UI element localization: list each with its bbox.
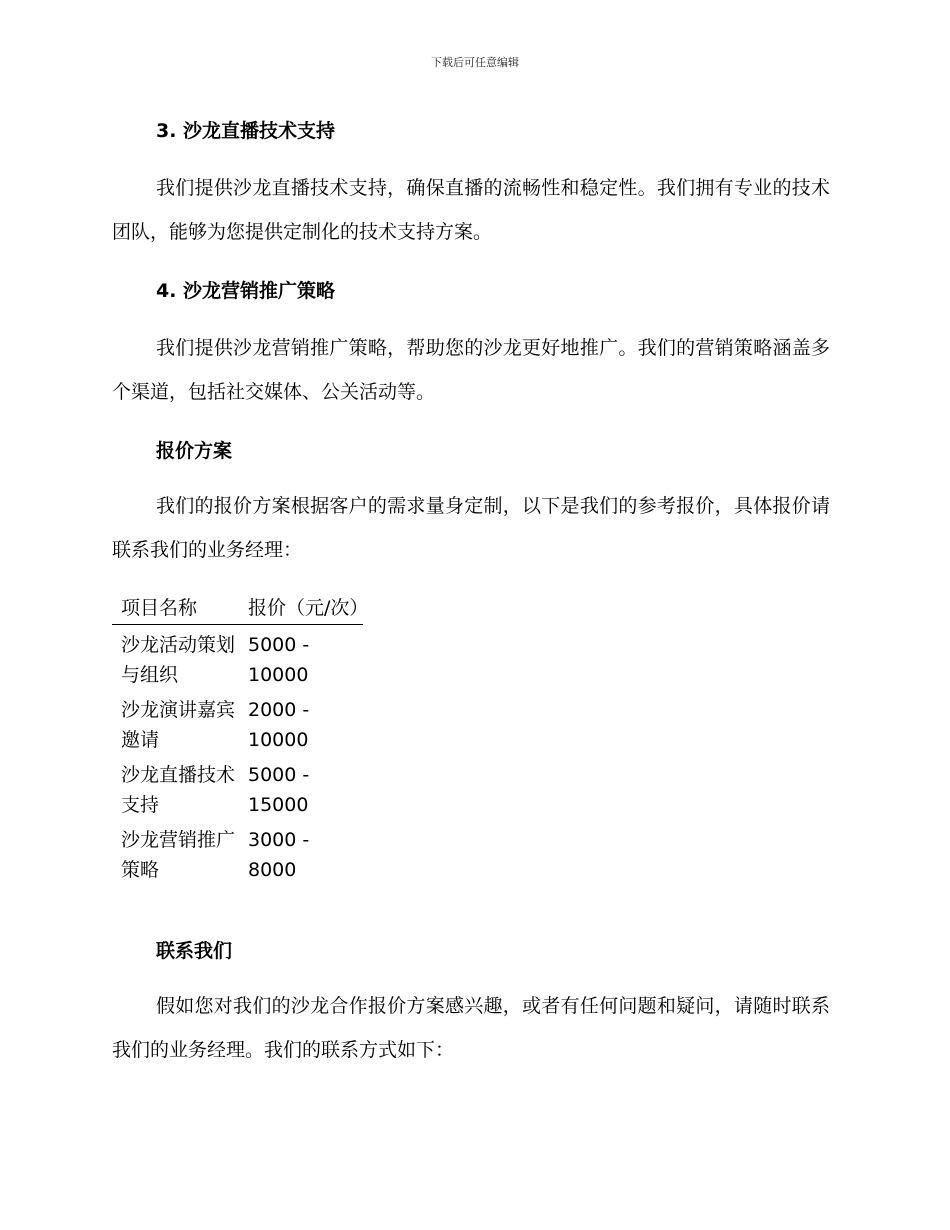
- price-table: [112, 593, 369, 886]
- table-cell-item: 沙龙营销推广策略: [121, 829, 236, 881]
- table-cell-price: 5000 - 15000: [248, 764, 310, 816]
- section-body-pricing: 我们的报价方案根据客户的需求量身定制，以下是我们的参考报价，具体报价请联系我们的业务经理：: [112, 495, 830, 561]
- table-row: [112, 691, 363, 756]
- table-cell-item: 沙龙直播技术支持: [121, 764, 236, 816]
- section-heading-pricing: 报价方案: [156, 440, 233, 462]
- table-cell-price: 3000 - 8000: [248, 829, 310, 881]
- column-header-price: 报价（元/次）: [248, 593, 363, 625]
- page-header: 下载后可任意编辑: [431, 56, 519, 69]
- column-header-item: 项目名称: [112, 593, 248, 625]
- table-cell-item: 沙龙演讲嘉宾邀请: [121, 699, 236, 751]
- section-body-live-support: 我们提供沙龙直播技术支持，确保直播的流畅性和稳定性。我们拥有专业的技术团队，能够为您提供定制化的技术支持方案。: [112, 177, 830, 243]
- table-row: [112, 756, 363, 821]
- table-cell-price: 5000 - 10000: [248, 634, 310, 686]
- table-row: [112, 625, 363, 692]
- section-body-marketing: 我们提供沙龙营销推广策略，帮助您的沙龙更好地推广。我们的营销策略涵盖多个渠道，包括社交媒体、公关活动等。: [112, 337, 830, 403]
- table-cell-item: 沙龙活动策划与组织: [121, 634, 236, 686]
- section-heading-contact: 联系我们: [156, 940, 233, 962]
- table-cell-price: 2000 - 10000: [248, 699, 310, 751]
- section-body-contact: 假如您对我们的沙龙合作报价方案感兴趣，或者有任何问题和疑问，请随时联系我们的业务经理。我们的联系方式如下：: [112, 995, 830, 1061]
- section-heading-marketing: 4. 沙龙营销推广策略: [156, 280, 336, 302]
- table-row: [112, 821, 363, 886]
- section-heading-live-support: 3. 沙龙直播技术支持: [156, 120, 336, 142]
- table-header-row: [112, 593, 363, 625]
